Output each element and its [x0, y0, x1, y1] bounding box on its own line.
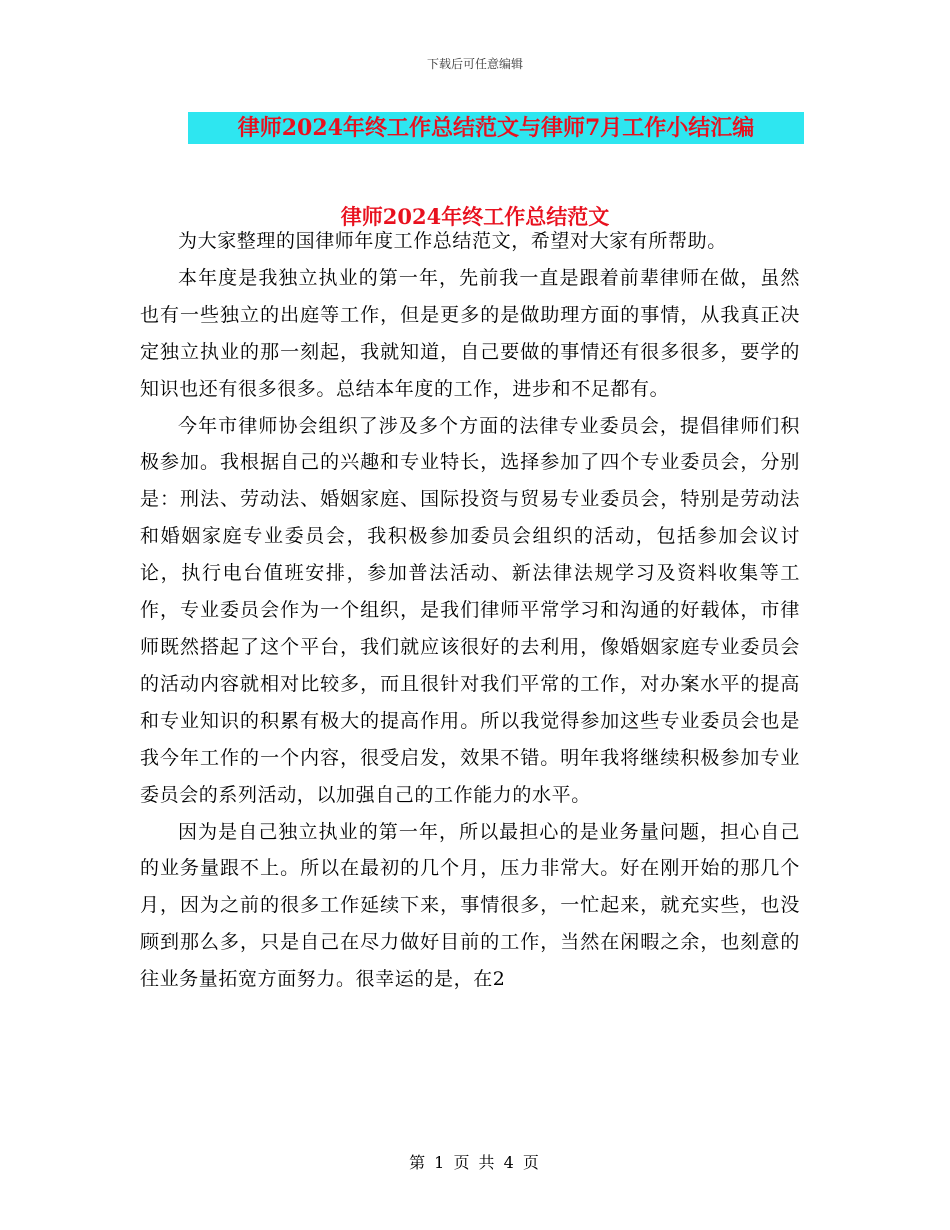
paragraph-workload: 因为是自己独立执业的第一年，所以最担心的是业务量问题，担心自己的业务量跟不上。所以在最初的几个月，压力非常大。好在刚开始的那几个月，因为之前的很多工作延续下来，事情很多，一忙起来，就充实些，也没顾到那么多，只是自己在尽力做好目前的工作，当然在闲暇之余，也刻意的往业务量拓宽方面努力。很幸运的是，在2: [140, 820, 800, 991]
paragraph-committees: 今年市律师协会组织了涉及多个方面的法律专业委员会，提倡律师们积极参加。我根据自己的兴趣和专业特长，选择参加了四个专业委员会，分别是：刑法、劳动法、婚姻家庭、国际投资与贸易专业委员会，特别是劳动法和婚姻家庭专业委员会，我积极参加委员会组织的活动，包括参加会议讨论，执行电台值班安排，参加普法活动、新法律法规学习及资料收集等工作，专业委员会作为一个组织，是我们律师平常学习和沟通的好载体，市律师既然搭起了这个平台，我们就应该很好的去利用，像婚姻家庭专业委员会的活动内容就相对比较多，而且很针对我们平常的工作，对办案水平的提高和专业知识的积累有极大的提高作用。所以我觉得参加这些专业委员会也是我今年工作的一个内容，很受启发，效果不错。明年我将继续积极参加专业委员会的系列活动，以加强自己的工作能力的水平。: [140, 414, 800, 806]
document-body: [140, 223, 800, 998]
paragraph-first-year: 本年度是我独立执业的第一年，先前我一直是跟着前辈律师在做，虽然也有一些独立的出庭等工作，但是更多的是做助理方面的事情，从我真正决定独立执业的那一刻起，我就知道，自己要做的事情还有很多很多，要学的知识也还有很多很多。总结本年度的工作，进步和不足都有。: [140, 266, 800, 400]
header-note: 下载后可任意编辑: [426, 57, 523, 71]
page-number: 第 1 页 共 4 页: [409, 1153, 541, 1172]
section-title: 律师2024年终工作总结范文: [340, 204, 610, 229]
main-title: 律师2024年终工作总结范文与律师7月工作小结汇编: [188, 112, 804, 144]
paragraph-intro: 为大家整理的国律师年度工作总结范文，希望对大家有所帮助。: [178, 230, 727, 252]
